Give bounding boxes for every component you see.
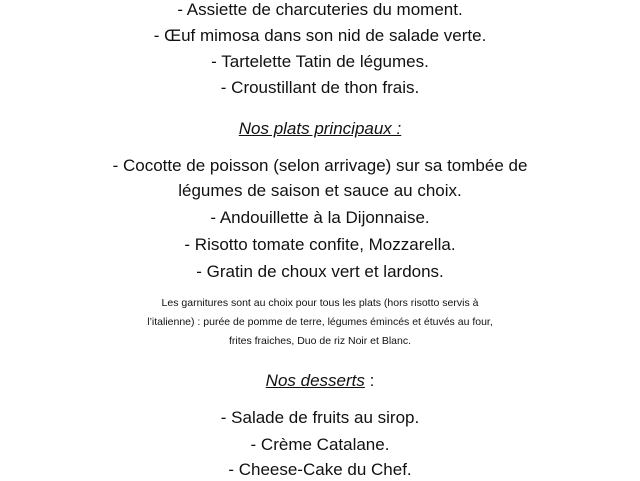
mains-heading <box>0 118 640 140</box>
main-item-continuation: légumes de saison et sauce au choix. <box>178 181 462 200</box>
main-item: - Cocotte de poisson (selon arrivage) sur sa tombée de <box>112 156 528 175</box>
main-item: - Risotto tomate confite, Mozzarella. <box>184 235 456 254</box>
mains-heading-text: Nos plats principaux : <box>238 119 402 138</box>
desserts-heading <box>0 370 640 392</box>
main-item: - Andouillette à la Dijonnaise. <box>210 208 430 227</box>
starter-item: - Assiette de charcuteries du moment. <box>177 0 463 19</box>
desserts-heading-text: Nos desserts <box>265 371 365 390</box>
garnish-note-line: Les garnitures sont au choix pour tous les plats (hors risotto servis à <box>161 297 479 309</box>
desserts-heading-suffix: : <box>364 371 375 390</box>
dessert-item: - Cheese-Cake du Chef. <box>228 460 412 479</box>
starter-item: - Croustillant de thon frais. <box>220 78 420 97</box>
dessert-item: - Crème Catalane. <box>250 435 390 454</box>
dessert-item: - Salade de fruits au sirop. <box>220 408 420 427</box>
garnish-note-line: frites fraiches, Duo de riz Noir et Blanc. <box>228 335 412 347</box>
starter-item: - Œuf mimosa dans son nid de salade verte. <box>153 26 487 45</box>
main-item: - Gratin de choux vert et lardons. <box>196 262 444 281</box>
starter-item: - Tartelette Tatin de légumes. <box>211 52 429 71</box>
garnish-note-line: l’italienne) : purée de pomme de terre, légumes émincés et étuvés au four, <box>147 316 493 328</box>
